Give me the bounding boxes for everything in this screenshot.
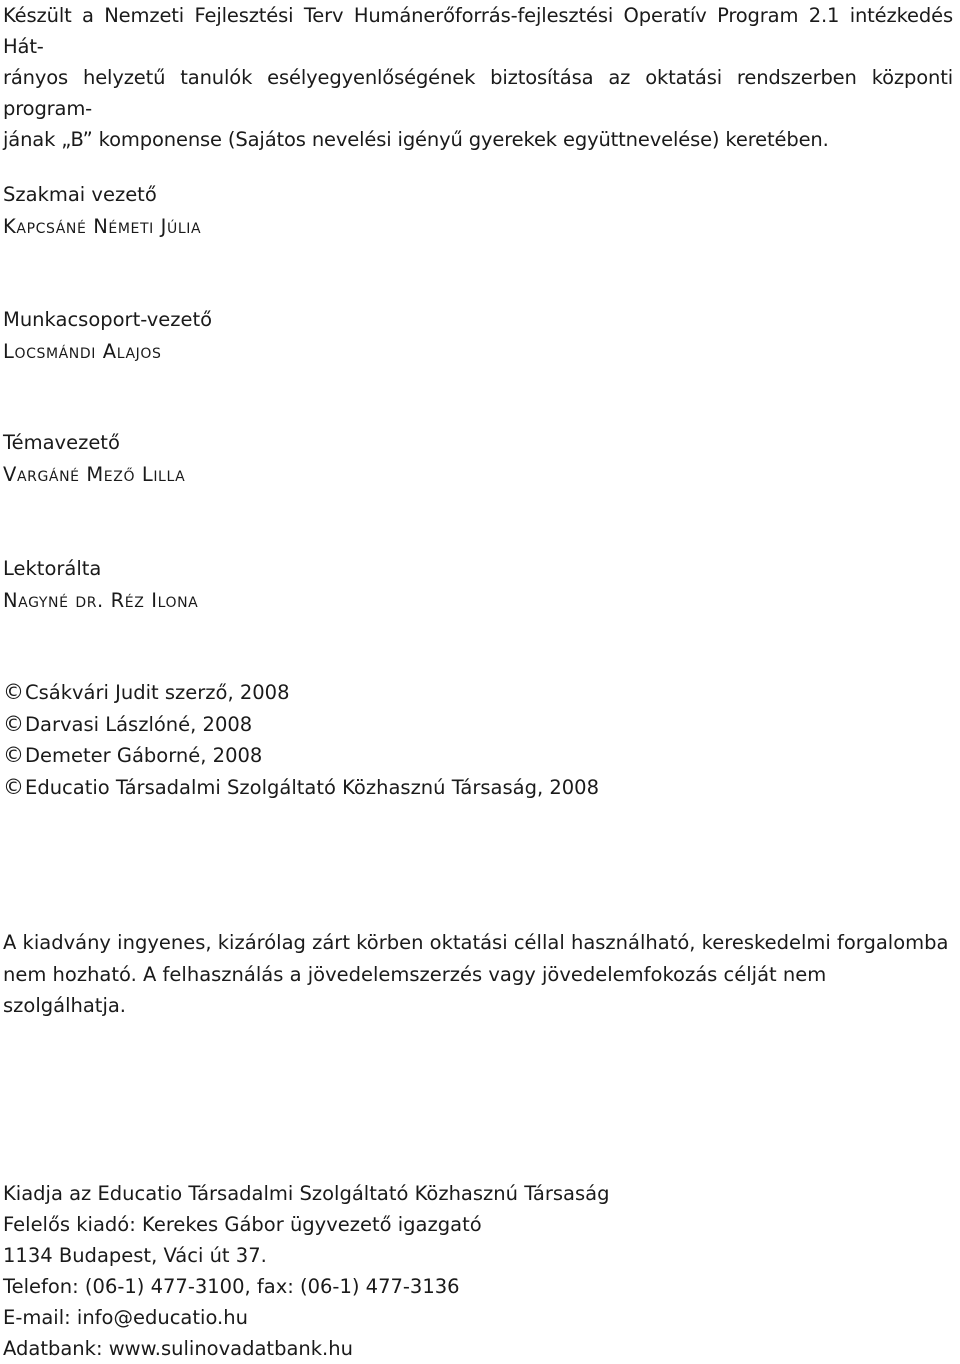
copyright-list [3, 677, 599, 803]
publisher-info [3, 1178, 609, 1364]
copyright-item [3, 772, 599, 804]
credit-role: Munkacsoport-vezető [3, 308, 213, 331]
credit-workgroup-lead [3, 304, 212, 368]
project-intro [3, 0, 953, 155]
copyright-icon: © [3, 711, 24, 736]
intro-line: Készült a Nemzeti Fejlesztési Terv Humánerőforrás-fejlesztési Operatív Program 2.1 intézkedés Hát- [3, 4, 953, 58]
credit-role: Szakmai vezető [3, 183, 157, 206]
credit-person: Nagyné dr. Réz Ilona [3, 589, 199, 612]
credit-reviewer [3, 553, 198, 617]
publisher-line: Felelős kiadó: Kerekes Gábor ügyvezető igazgató [3, 1213, 482, 1236]
copyright-holder: Educatio Társadalmi Szolgáltató Közhasznú Társaság, 2008 [25, 775, 599, 799]
copyright-icon: © [3, 680, 24, 704]
credit-role: Témavezető [3, 431, 120, 454]
copyright-item [3, 677, 599, 709]
publisher-email: E-mail: info@educatio.hu [3, 1306, 248, 1329]
copyright-holder: Demeter Gáborné, 2008 [25, 744, 263, 767]
publisher-phone: Telefon: (06-1) 477-3100, fax: (06-1) 477-3136 [3, 1275, 460, 1298]
copyright-icon: © [3, 774, 24, 799]
copyright-holder: Csákvári Judit szerző, 2008 [25, 681, 290, 704]
publisher-address: 1134 Budapest, Váci út 37. [3, 1244, 267, 1267]
credit-person: Vargáné Mező Lilla [3, 463, 186, 486]
publisher-line: Kiadja az Educatio Társadalmi Szolgáltató Közhasznú Társaság [3, 1182, 610, 1205]
copyright-item [3, 709, 599, 741]
copyright-holder: Darvasi Lászlóné, 2008 [25, 712, 253, 736]
credit-professional-lead [3, 179, 201, 243]
usage-notice-text: A kiadvány ingyenes, kizárólag zárt körben oktatási céllal használható, kereskedelmi forgalomba nem hozható. A felhasználás a jövedelemszerzés vagy jövedelemfokozás célját nem szolgálhatja. [3, 931, 949, 1017]
credit-role: Lektorálta [3, 557, 102, 580]
credit-person: Locsmándi Alajos [3, 340, 162, 363]
credit-topic-lead [3, 427, 185, 491]
copyright-item [3, 740, 599, 772]
intro-line: rányos helyzetű tanulók esélyegyenlőségének biztosítása az oktatási rendszerben központi program- [3, 66, 953, 120]
publisher-website: Adatbank: www.sulinovadatbank.hu [3, 1337, 353, 1360]
intro-line: jának „B” komponense (Sajátos nevelési igényű gyerekek együttnevelése) keretében. [3, 128, 829, 151]
usage-notice [3, 927, 953, 1022]
copyright-icon: © [3, 743, 24, 767]
credit-person: Kapcsáné Németi Júlia [3, 215, 202, 238]
